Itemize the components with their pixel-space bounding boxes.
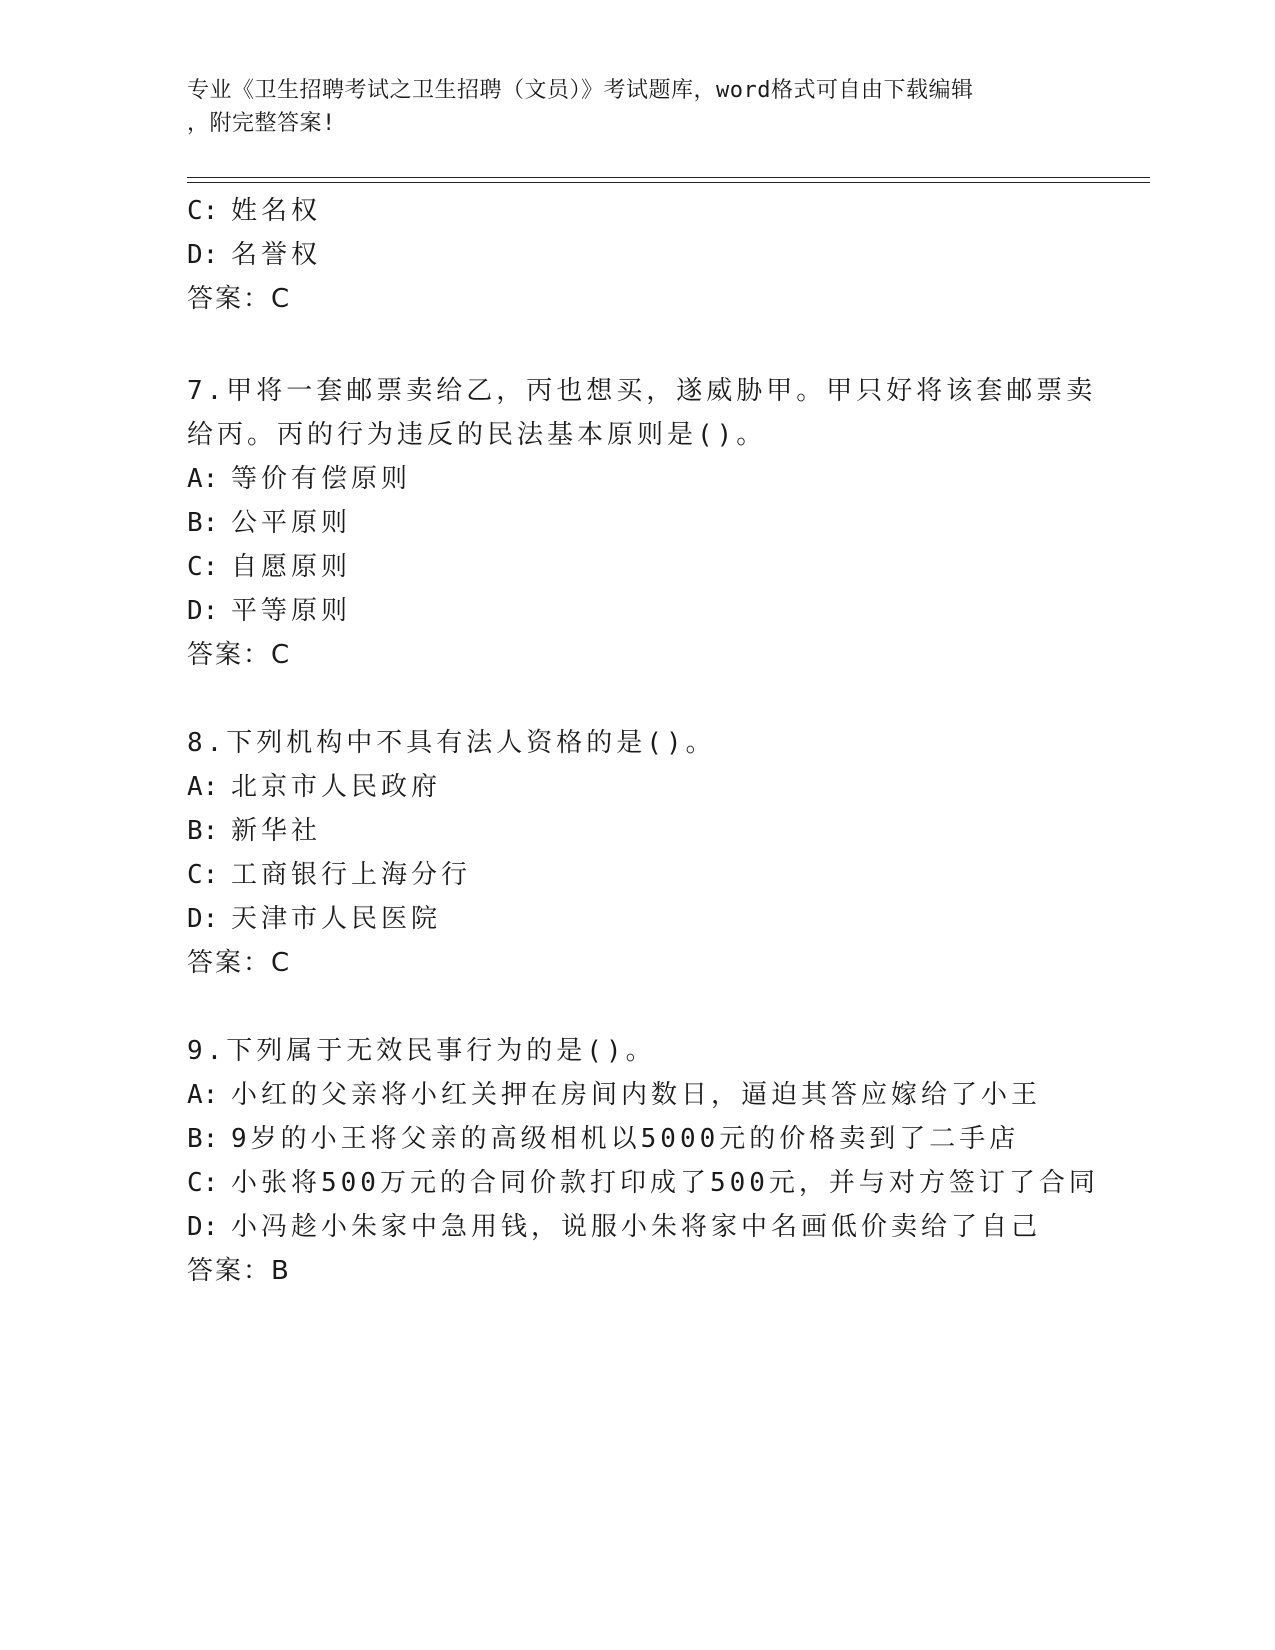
option-row <box>187 770 441 804</box>
option-text: 名誉权 <box>231 240 322 270</box>
option-letter: B: <box>187 816 219 846</box>
option-letter: C: <box>187 1168 219 1198</box>
document-header <box>187 74 1087 140</box>
option-row <box>187 194 321 228</box>
option-letter: C: <box>187 196 219 226</box>
answer-line: 答案：C <box>187 640 292 670</box>
option-row <box>187 1210 1041 1244</box>
header-divider-top <box>187 177 1150 178</box>
option-text: 小红的父亲将小红关押在房间内数日，逼迫其答应嫁给了小王 <box>231 1080 1042 1110</box>
option-letter: A: <box>187 1080 219 1110</box>
answer-line: 答案：B <box>187 1256 291 1286</box>
option-row <box>187 1078 1041 1112</box>
option-row <box>187 506 351 540</box>
option-letter: D: <box>187 1212 219 1242</box>
option-text: 9岁的小王将父亲的高级相机以5000元的价格卖到了二手店 <box>231 1124 1020 1154</box>
option-text: 工商银行上海分行 <box>231 860 472 890</box>
question-stem-8: 8.下列机构中不具有法人资格的是()。 <box>187 728 716 758</box>
option-row <box>187 902 441 936</box>
option-text: 姓名权 <box>231 196 322 226</box>
option-row <box>187 550 351 584</box>
option-text: 自愿原则 <box>231 552 352 582</box>
option-text: 小冯趁小朱家中急用钱，说服小朱将家中名画低价卖给了自己 <box>231 1212 1042 1242</box>
option-row <box>187 594 351 628</box>
option-letter: B: <box>187 1124 219 1154</box>
option-text: 小张将500万元的合同价款打印成了500元，并与对方签订了合同 <box>231 1168 1099 1198</box>
option-text: 天津市人民医院 <box>231 904 442 934</box>
option-letter: D: <box>187 240 219 270</box>
option-row <box>187 858 471 892</box>
option-row <box>187 814 321 848</box>
option-text: 公平原则 <box>231 508 352 538</box>
option-text: 等价有偿原则 <box>231 464 412 494</box>
option-letter: A: <box>187 772 219 802</box>
question-stem-7-line-2: 给丙。丙的行为违反的民法基本原则是()。 <box>187 420 767 450</box>
option-row <box>187 238 321 272</box>
option-row <box>187 462 411 496</box>
option-letter: D: <box>187 904 219 934</box>
option-letter: D: <box>187 596 219 626</box>
option-text: 北京市人民政府 <box>231 772 442 802</box>
answer-line: 答案：C <box>187 284 292 314</box>
header-divider-bottom <box>187 182 1150 183</box>
option-letter: B: <box>187 508 219 538</box>
option-text: 新华社 <box>231 816 322 846</box>
option-letter: A: <box>187 464 219 494</box>
question-stem-9: 9.下列属于无效民事行为的是()。 <box>187 1036 656 1066</box>
option-letter: C: <box>187 552 219 582</box>
header-line-2: ，附完整答案! <box>187 111 336 136</box>
header-line-1: 专业《卫生招聘考试之卫生招聘（文员）》考试题库，word格式可自由下载编辑 <box>187 78 974 103</box>
question-stem-7-line-1: 7.甲将一套邮票卖给乙，丙也想买，遂威胁甲。甲只好将该套邮票卖 <box>187 376 1097 406</box>
option-row <box>187 1166 1099 1200</box>
option-text: 平等原则 <box>231 596 352 626</box>
option-row <box>187 1122 1019 1156</box>
answer-line: 答案：C <box>187 948 292 978</box>
option-letter: C: <box>187 860 219 890</box>
